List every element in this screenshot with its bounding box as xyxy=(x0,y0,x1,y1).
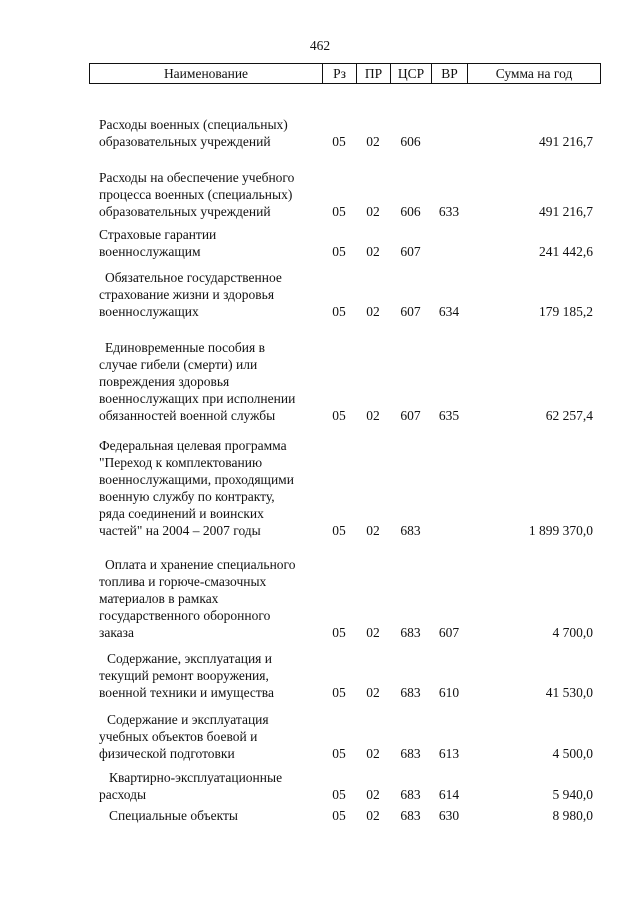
row-name-line: Оплата и хранение специального xyxy=(105,557,296,572)
row-csr: 607 xyxy=(400,304,421,319)
header-csr: ЦСР xyxy=(391,64,432,83)
row-csr: 683 xyxy=(400,808,421,823)
row-name-line: Страховые гарантии xyxy=(99,227,217,242)
row-name xyxy=(89,711,322,762)
row-sum: 241 442,6 xyxy=(539,244,593,259)
table-row xyxy=(89,169,601,220)
row-name-line: повреждения здоровья xyxy=(99,374,230,389)
row-name-line: военнослужащим xyxy=(99,244,201,259)
row-vr: 634 xyxy=(438,304,460,319)
row-rz: 05 xyxy=(332,685,346,700)
table-row xyxy=(89,556,601,641)
row-vr: 614 xyxy=(438,787,460,802)
row-pr: 02 xyxy=(366,408,380,423)
row-csr: 683 xyxy=(400,625,421,640)
row-sum: 5 940,0 xyxy=(552,787,593,802)
row-sum: 62 257,4 xyxy=(545,408,593,423)
row-name-line: Расходы военных (специальных) xyxy=(99,117,288,132)
row-rz: 05 xyxy=(332,787,346,802)
table-row xyxy=(89,339,601,424)
table-row xyxy=(89,650,601,701)
row-name-line: случае гибели (смерти) или xyxy=(99,357,258,372)
row-pr: 02 xyxy=(366,685,380,700)
row-pr: 02 xyxy=(366,787,380,802)
row-name-line: обязанностей военной службы xyxy=(99,408,276,423)
row-name-line: "Переход к комплектованию xyxy=(99,455,263,470)
row-csr: 683 xyxy=(400,523,421,538)
row-csr: 606 xyxy=(400,204,421,219)
row-sum: 4 500,0 xyxy=(552,746,593,761)
header-pr: ПР xyxy=(357,64,391,83)
row-name-line: расходы xyxy=(99,787,147,802)
row-csr: 606 xyxy=(400,134,421,149)
row-name-line: процесса военных (специальных) xyxy=(99,187,293,202)
row-name-line: Квартирно-эксплуатационные xyxy=(109,770,283,785)
row-sum: 179 185,2 xyxy=(539,304,593,319)
row-pr: 02 xyxy=(366,204,380,219)
row-name-line: Обязательное государственное xyxy=(105,270,282,285)
row-name-line: текущий ремонт вооружения, xyxy=(99,668,269,683)
row-vr: 610 xyxy=(438,685,460,700)
row-name-line: страхование жизни и здоровья xyxy=(99,287,275,302)
table-row xyxy=(89,769,601,803)
header-name: Наименование xyxy=(90,64,323,83)
row-rz: 05 xyxy=(332,204,346,219)
row-csr: 683 xyxy=(400,685,421,700)
row-sum: 41 530,0 xyxy=(545,685,593,700)
row-rz: 05 xyxy=(332,523,346,538)
row-name-line: Специальные объекты xyxy=(109,808,238,823)
row-name-line: Единовременные пособия в xyxy=(105,340,265,355)
row-name-line: учебных объектов боевой и xyxy=(99,729,258,744)
header-sum: Сумма на год xyxy=(495,65,573,81)
row-rz: 05 xyxy=(332,746,346,761)
table-row xyxy=(89,269,601,320)
table-header xyxy=(89,63,601,84)
row-csr: 683 xyxy=(400,787,421,802)
row-csr: 607 xyxy=(400,408,421,423)
row-name xyxy=(89,339,322,424)
row-name xyxy=(89,807,322,824)
row-name xyxy=(89,650,322,701)
row-pr: 02 xyxy=(366,625,380,640)
row-name-line: Содержание, эксплуатация и xyxy=(107,651,272,666)
row-name-line: государственного оборонного xyxy=(99,608,271,623)
row-pr: 02 xyxy=(366,244,380,259)
row-sum: 8 980,0 xyxy=(552,808,593,823)
row-sum: 491 216,7 xyxy=(539,134,593,149)
header-rz: Рз xyxy=(323,64,357,83)
row-rz: 05 xyxy=(332,134,346,149)
table-row xyxy=(89,116,601,150)
row-rz: 05 xyxy=(332,304,346,319)
row-vr: 630 xyxy=(438,808,460,823)
row-name xyxy=(89,269,322,320)
row-rz: 05 xyxy=(332,625,346,640)
row-rz: 05 xyxy=(332,808,346,823)
row-name-line: образовательных учреждений xyxy=(99,134,271,149)
row-name-line: физической подготовки xyxy=(99,746,235,761)
row-name-line: военной техники и имущества xyxy=(99,685,274,700)
row-vr: 633 xyxy=(438,204,460,219)
row-name-line: военную службу по контракту, xyxy=(99,489,275,504)
row-name-line: Федеральная целевая программа xyxy=(99,438,287,453)
row-name xyxy=(89,226,322,260)
row-name xyxy=(89,769,322,803)
row-vr: 607 xyxy=(438,625,460,640)
row-name-line: частей" на 2004 – 2007 годы xyxy=(99,523,261,538)
row-pr: 02 xyxy=(366,746,380,761)
row-name-line: военнослужащими, проходящими xyxy=(99,472,294,487)
table-row xyxy=(89,226,601,260)
row-name-line: топлива и горюче-смазочных xyxy=(99,574,267,589)
row-name-line: материалов в рамках xyxy=(99,591,219,606)
row-sum: 4 700,0 xyxy=(552,625,593,640)
row-csr: 607 xyxy=(400,244,421,259)
row-name xyxy=(89,116,322,150)
header-vr: ВР xyxy=(432,64,468,83)
row-vr: 635 xyxy=(438,408,460,423)
row-name-line: военнослужащих при исполнении xyxy=(99,391,296,406)
row-sum: 491 216,7 xyxy=(539,204,593,219)
table-row xyxy=(89,437,601,539)
row-pr: 02 xyxy=(366,523,380,538)
row-rz: 05 xyxy=(332,408,346,423)
row-name xyxy=(89,556,322,641)
row-name-line: Расходы на обеспечение учебного xyxy=(99,170,295,185)
row-name-line: заказа xyxy=(99,625,134,640)
row-name-line: Содержание и эксплуатация xyxy=(107,712,269,727)
row-sum: 1 899 370,0 xyxy=(528,523,593,538)
table-row xyxy=(89,807,601,824)
page-number: 462 xyxy=(309,38,331,53)
row-pr: 02 xyxy=(366,808,380,823)
row-pr: 02 xyxy=(366,134,380,149)
row-name xyxy=(89,169,322,220)
row-name-line: военнослужащих xyxy=(99,304,199,319)
row-csr: 683 xyxy=(400,746,421,761)
row-pr: 02 xyxy=(366,304,380,319)
row-name-line: ряда соединений и воинских xyxy=(99,506,264,521)
table-row xyxy=(89,711,601,762)
row-name xyxy=(89,437,322,539)
row-vr: 613 xyxy=(438,746,460,761)
row-rz: 05 xyxy=(332,244,346,259)
row-name-line: образовательных учреждений xyxy=(99,204,271,219)
